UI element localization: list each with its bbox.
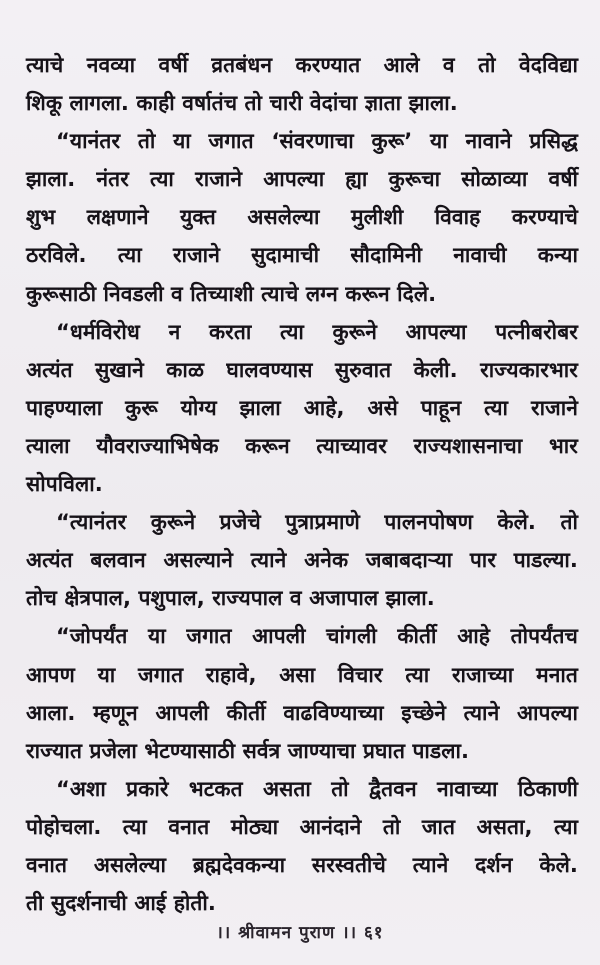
text-line: शिकू लागला. काही वर्षातंच तो चारी वेदांचा ज्ञाता झाला. xyxy=(26,91,458,116)
text-line: पोहोचला. त्या वनात मोठ्या आनंदाने तो जात असता, त्या xyxy=(26,814,578,839)
text-line: शुभ लक्षणाने युक्त असलेल्या मुलीशी विवाह करण्याचे xyxy=(26,205,578,230)
text-line: पाहण्याला कुरू योग्य झाला आहे, असे पाहून त्या राजाने xyxy=(26,395,578,420)
text-line: आला. म्हणून आपली कीर्ती वाढविण्याच्या इच्छेने त्याने आपल्या xyxy=(26,700,578,725)
text-line: “जोपर्यंत या जगात आपली चांगली कीर्ती आहे तोपर्यंतच xyxy=(56,624,578,649)
text-line: अत्यंत सुखाने काळ घालवण्यास सुरुवात केली. राज्यकारभार xyxy=(26,357,578,382)
text-line: “यानंतर तो या जगात ‘संवरणाचा कुरू’ या नावाने प्रसिद्ध xyxy=(56,129,578,154)
text-line: ती सुदर्शनाची आई होती. xyxy=(26,891,216,916)
text-line: वनात असलेल्या ब्रह्मदेवकन्या सरस्वतीचे त्याने दर्शन केले. xyxy=(26,852,578,877)
text-line: सोपविला. xyxy=(26,472,103,497)
text-line: राज्यात प्रजेला भेटण्यासाठी सर्वत्र जाण्याचा प्रघात पाडला. xyxy=(26,738,470,763)
text-line: झाला. नंतर त्या राजाने आपल्या ह्या कुरूचा सोळाव्या वर्षी xyxy=(26,167,578,192)
text-line: अत्यंत बलवान असल्याने त्याने अनेक जबाबदाऱ्या पार पाडल्या. xyxy=(26,548,578,573)
text-line: “त्यानंतर कुरूने प्रजेचे पुत्राप्रमाणे पालनपोषण केले. तो xyxy=(56,510,578,535)
text-line: त्याला यौवराज्याभिषेक करून त्याच्यावर राज्यशासनाचा भार xyxy=(26,433,578,458)
page-footer: ।। श्रीवामन पुराण ।। ६१ xyxy=(216,923,384,943)
text-line: “अशा प्रकारे भटकत असता तो द्वैतवन नावाच्या ठिकाणी xyxy=(56,776,578,801)
text-line: कुरूसाठी निवडली व तिच्याशी त्याचे लग्न करून दिले. xyxy=(26,281,437,306)
text-line: तोच क्षेत्रपाल, पशुपाल, राज्यपाल व अजापाल झाला. xyxy=(26,586,435,611)
body-text xyxy=(26,46,578,922)
text-line: त्याचे नवव्या वर्षी व्रतबंधन करण्यात आले व तो वेदविद्या xyxy=(26,53,578,77)
text-line: आपण या जगात राहावे, असा विचार त्या राजाच्या मनात xyxy=(26,662,578,687)
text-line: ठरविले. त्या राजाने सुदामाची सौदामिनी नावाची कन्या xyxy=(26,243,578,268)
text-line: “धर्मविरोध न करता त्या कुरूने आपल्या पत्नीबरोबर xyxy=(56,319,578,344)
